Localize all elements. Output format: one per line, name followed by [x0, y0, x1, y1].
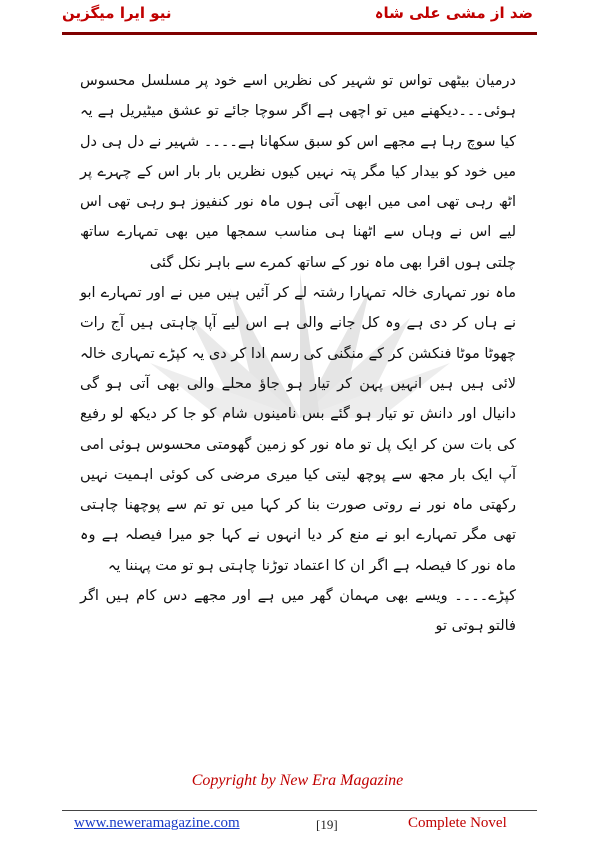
footer-divider	[62, 810, 537, 811]
paragraph: کپڑے۔۔۔۔ ویسے بھی مہمان گھر میں ہے اور مجھے دس کام ہیں اگر فالتو ہوتی تو	[80, 588, 516, 635]
novel-title: ضد از مشی علی شاہ	[374, 4, 533, 22]
article-body	[80, 66, 516, 642]
paragraph: درمیان بیٹھی تواس تو شہیر کی نظریں اسے خود پر مسلسل محسوس ہوئی۔۔۔دیکھنے میں تو اچھی ہے اگر سوچا جائے تو عشق میٹیریل ہے یہ کیا سوچ رہا ہے مجھے اس کو سبق سکھانا ہے۔۔۔۔ شہیر نے دل ہی دل میں خود کو بیدار کیا مگر پتہ نہیں کیوں نظریں بار بار اس کے چہرے پر اٹھ رہی تھی امی میں ابھی آتی ہوں ماہ نور کنفیوز ہو رہی تھی اس لیے اس نے وہاں سے اٹھنا ہی مناسب سمجھا میں بھی تمہارے ساتھ چلتی ہوں اقرا بھی ماہ نور کے ساتھ کمرے سے باہر نکل گئی	[80, 73, 516, 271]
copyright-notice: Copyright by New Era Magazine	[191, 772, 404, 789]
page-number: [19]	[316, 817, 338, 832]
magazine-name: نیو ایرا میگزین	[62, 4, 172, 22]
website-link[interactable]: www.neweramagazine.com	[74, 815, 240, 831]
header-divider	[62, 32, 537, 35]
footer-label: Complete Novel	[408, 815, 507, 831]
paragraph: ماہ نور تمہاری خالہ تمہارا رشتہ لے کر آئیں ہیں میں نے اور تمہارے ابو نے ہاں کر دی ہے وہ کل جانے والی ہے اس لیے آپا چاہتی ہیں آج رات چھوٹا موٹا فنکشن کر کے منگنی کی رسم ادا کر دی یہ کپڑے تمہاری خالہ لائی ہیں ہیں انہیں پہن کر تیار ہو جاؤ محلے والی بھی آتی ہو گی دانیال اور دانش تو تیار ہو گئے بس نامینوں شام کو جا کر دیکھ لو رفیع کی بات سن کر ایک پل تو ماہ نور کو زمین گھومتی محسوس ہوئی امی آپ ایک بار مجھ سے پوچھ لیتی کیا میری مرضی کی کوئی اہمیت نہیں رکھتی ماہ نور نے روتی صورت بنا کر کہا میں تو تم سے پوچھنا چاہتی تھی مگر تمہارے ابو نے منع کر دیا انہوں نے کہا جو میرا فیصلہ ہے وہ ماہ نور کا فیصلہ ہے اگر ان کا اعتماد توڑنا چاہتی ہو تو مت پہننا یہ	[80, 285, 516, 574]
